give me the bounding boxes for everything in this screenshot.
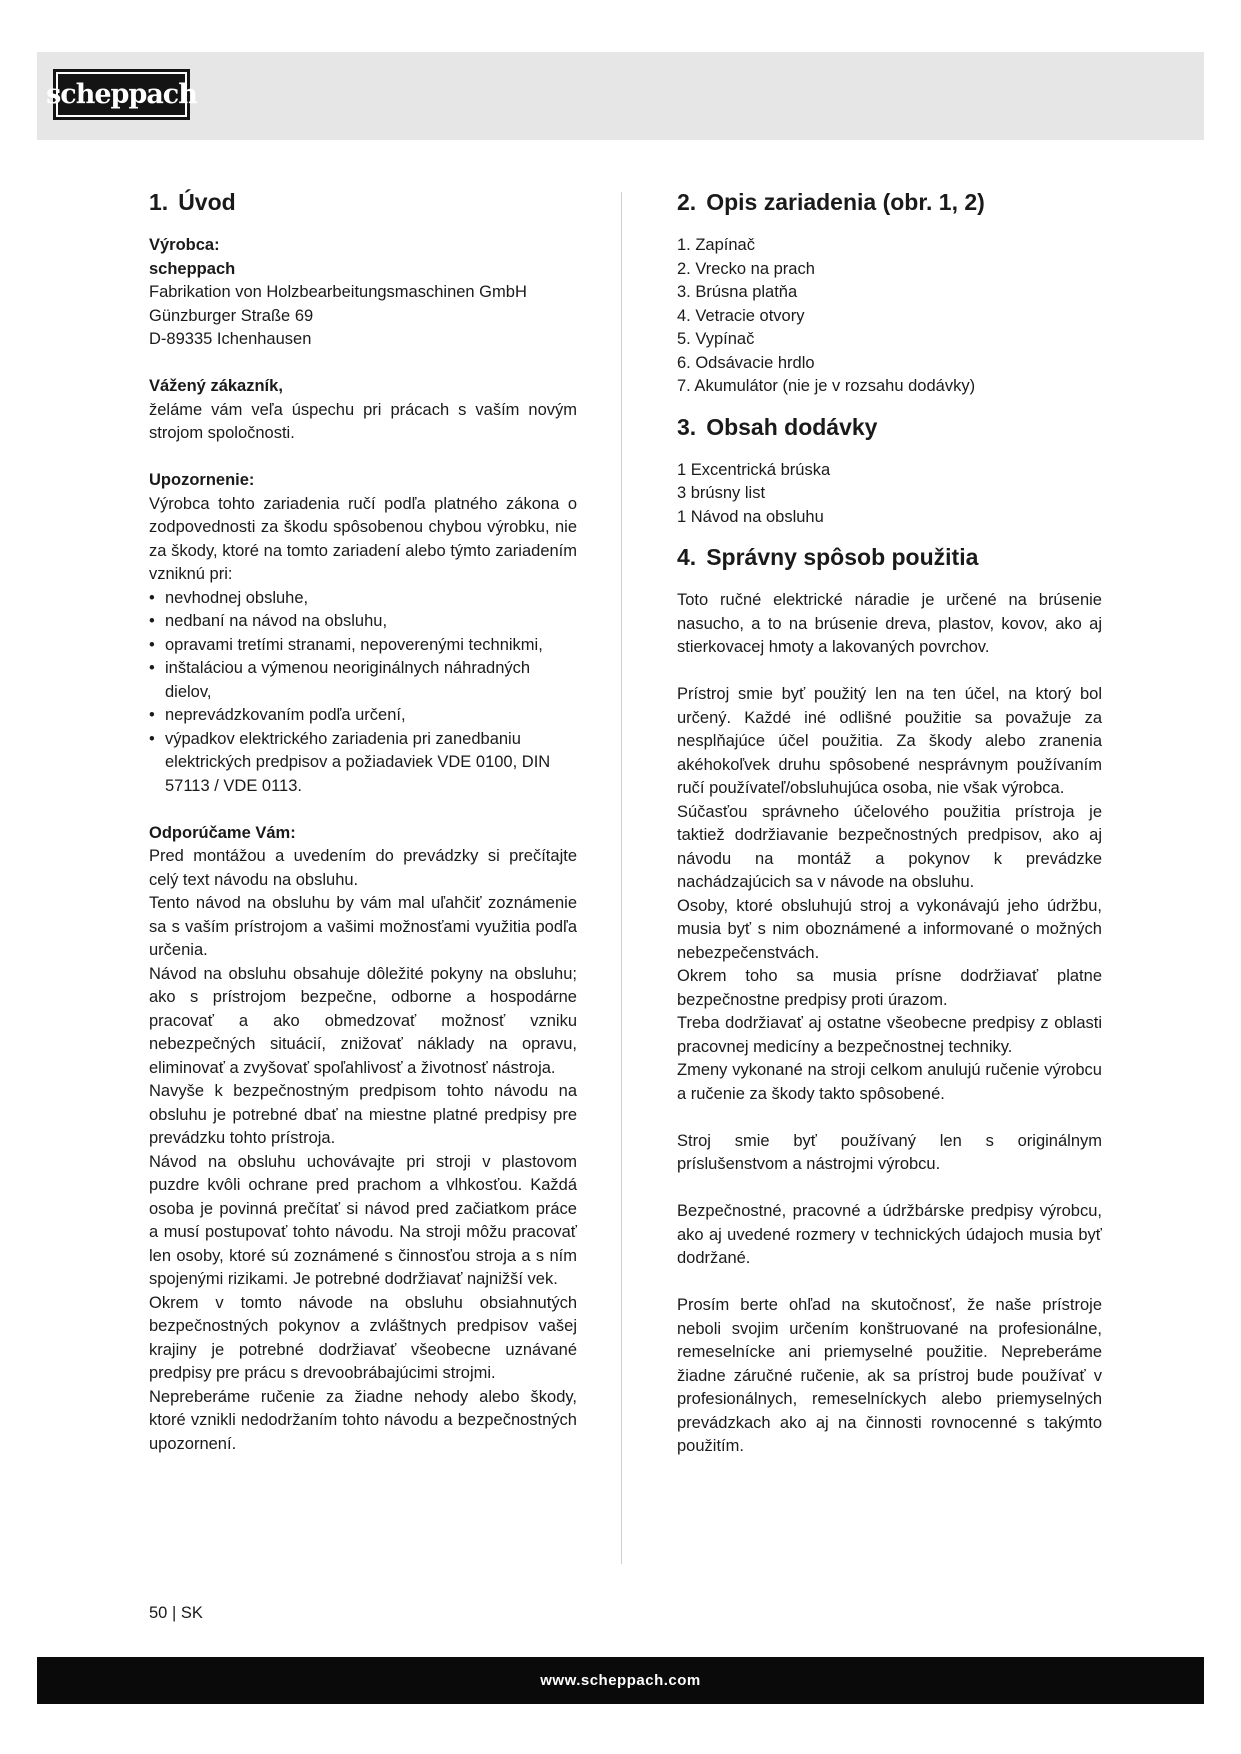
paragraph: Okrem v tomto návode na obsluhu obsiahnutých bezpečnostných pokynov a zvláštnych predpisov vašej krajiny je potrebné dodržiavať všeobecne uznávané predpisy pre prácu s drevoobrábajúcimi strojmi. — [149, 1293, 577, 1382]
greeting-block — [149, 375, 577, 446]
right-column — [677, 188, 1102, 1459]
paragraph: Súčasťou správneho účelového použitia prístroja je taktiež dodržiavanie bezpečnostných predpisov, ako aj návodu na montáž a pokynov k prevádzke nachádzajúcich sa v návode na obsluhu. — [677, 802, 1102, 891]
footer-url[interactable]: www.scheppach.com — [540, 1672, 701, 1689]
paragraph: Treba dodržiavať aj ostatne všeobecne predpisy z oblasti pracovnej medicíny a bezpečnostnej techniky. — [677, 1014, 1102, 1056]
manufacturer-line: D-89335 Ichenhausen — [149, 330, 312, 348]
list-item: 3. Brúsna platňa — [677, 283, 798, 301]
list-item: 1 Návod na obsluhu — [677, 507, 824, 526]
left-column — [149, 188, 577, 1456]
list-item: 5. Vypínač — [677, 330, 755, 348]
scheppach-logo — [46, 69, 197, 120]
paragraph: Pred montážou a uvedením do prevádzky si prečítajte celý text návodu na obsluhu. — [149, 847, 577, 889]
paragraph: Bezpečnostné, pracovné a údržbárske predpisy výrobcu, ako aj uvedené rozmery v technických údajoch musia byť dodržané. — [677, 1202, 1102, 1267]
paragraph: Nepreberáme ručenie za žiadne nehody alebo škody, ktoré vznikli nedodržaním tohto návodu a bezpečnostných upozornení. — [149, 1387, 577, 1453]
parts-list — [677, 234, 1102, 399]
paragraph: Prosím berte ohľad na skutočnosť, že naše prístroje neboli svojim určením konštruované na profesionálne, remeselnícke ani priemyselné použitie. Nepreberáme žiadne záručné ručenie, ak sa prístroj bude používať v profesionálnych, remeselníckych alebo priemyselných prevádzkach ako aj na činnosti rovnocenné s takýmto použitím. — [677, 1296, 1102, 1455]
recommend-block — [149, 822, 577, 1457]
recommend-title: Odporúčame Vám: — [149, 823, 296, 842]
greeting-text: želáme vám veľa úspechu pri prácach s vaším novým strojom spoločnosti. — [149, 400, 577, 442]
list-item: 1 Excentrická brúska — [677, 460, 831, 479]
paragraph: Okrem toho sa musia prísne dodržiavať platne bezpečnostne predpisy proti úrazom. — [677, 967, 1102, 1009]
list-item: • opravami tretími stranami, nepoverenými technikmi, — [149, 634, 577, 658]
header-band — [37, 52, 1204, 140]
notice-text: Výrobca tohto zariadenia ručí podľa platného zákona o zodpovednosti za škodu spôsobenou chybou výrobku, nie za škody, ktoré na tomto zariadení alebo týmto zariadením vzniknú pri: — [149, 494, 577, 583]
list-item: • výpadkov elektrického zariadenia pri zanedbaniu elektrických predpisov a požiadaviek VDE 0100, DIN 57113 / VDE 0113. — [149, 728, 577, 799]
notice-title: Upozornenie: — [149, 471, 255, 489]
manufacturer-label: Výrobca: — [149, 236, 220, 254]
delivery-list — [677, 459, 1102, 530]
list-item: 7. Akumulátor (nie je v rozsahu dodávky) — [677, 377, 976, 395]
paragraph: Osoby, ktoré obsluhujú stroj a vykonávajú jeho údržbu, musia byť s nim oboznámené a informované o možných nebezpečenstvách. — [677, 896, 1102, 962]
list-item: 2. Vrecko na prach — [677, 259, 815, 278]
paragraph: Tento návod na obsluhu by vám mal uľahčiť zoznámenie sa s vaším prístrojom a vašimi možnosťami využitia podľa určenia. — [149, 894, 577, 959]
list-item: 4. Vetracie otvory — [677, 306, 805, 325]
section-1-heading: 1. Úvod — [149, 189, 236, 215]
column-divider — [621, 192, 622, 1564]
list-item: • neprevádzkovaním podľa určení, — [149, 704, 577, 728]
list-item: • inštaláciou a výmenou neoriginálnych náhradných dielov, — [149, 657, 577, 704]
paragraph: Zmeny vykonané na stroji celkom anulujú ručenie výrobcu a ručenie za škody takto spôsobené. — [677, 1061, 1102, 1103]
list-item: • nedbaní na návod na obsluhu, — [149, 610, 577, 634]
paragraph: Navyše k bezpečnostným predpisom tohto návodu na obsluhu je potrebné dbať na miestne platné predpisy pre prevádzku tohto prístroja. — [149, 1082, 577, 1147]
manufacturer-block — [149, 234, 577, 352]
paragraph: Stroj smie byť používaný len s originálnym príslušenstvom a nástrojmi výrobcu. — [677, 1131, 1102, 1173]
notice-block — [149, 469, 577, 798]
paragraph: Prístroj smie byť použitý len na ten účel, na ktorý bol určený. Každé iné odlišné použitie sa považuje za nesplňajúce účel použitia. Za škody alebo zranenia akéhokoľvek druhu spôsobené nesprávnym používaním ručí používateľ/obsluhujúca osoba, nie však výrobca. — [677, 685, 1102, 797]
list-item: 1. Zapínač — [677, 236, 755, 254]
list-item: 6. Odsávacie hrdlo — [677, 353, 815, 372]
section-3-heading: 3. Obsah dodávky — [677, 413, 878, 440]
list-item: • nevhodnej obsluhe, — [149, 587, 577, 611]
manufacturer-line: Fabrikation von Holzbearbeitungsmaschinen GmbH — [149, 283, 527, 301]
manufacturer-line: Günzburger Straße 69 — [149, 306, 314, 325]
notice-bullet-list — [149, 587, 577, 799]
list-item: 3 brúsny list — [677, 484, 766, 502]
page-number: 50 | SK — [149, 1604, 203, 1622]
section-2-heading: 2. Opis zariadenia (obr. 1, 2) — [677, 189, 985, 215]
paragraph: Toto ručné elektrické náradie je určené na brúsenie nasucho, a to na brúsenie dreva, plastov, kovov, ako aj stierkovacej hmoty a lakovaných povrchov. — [677, 591, 1102, 656]
section-4-heading: 4. Správny spôsob použitia — [677, 544, 979, 570]
footer-band — [37, 1657, 1204, 1704]
manufacturer-name: scheppach — [149, 259, 236, 278]
paragraph: Návod na obsluhu uchovávajte pri stroji v plastovom puzdre kvôli ochrane pred prachom a vlhkosťou. Každá osoba je povinná prečítať si návod pred začiatkom práce a musí postupovať tohto návodu. Na stroji môžu pracovať len osoby, ktoré sú zoznámené s činnosťou stroja a s ním spojenými rizikami. Je potrebné dodržiavať najnižší vek. — [149, 1152, 577, 1288]
greeting-title: Vážený zákazník, — [149, 377, 283, 395]
logo-text: scheppach — [46, 79, 197, 110]
paragraph: Návod na obsluhu obsahuje dôležité pokyny na obsluhu; ako s prístrojom bezpečne, odborne a hospodárne pracovať a ako obmedzovať možnosť vzniku nebezpečných situácií, znižovať náklady na opravu, eliminovať a zvyšovať spoľahlivosť a životnosť nástroja. — [149, 964, 577, 1077]
